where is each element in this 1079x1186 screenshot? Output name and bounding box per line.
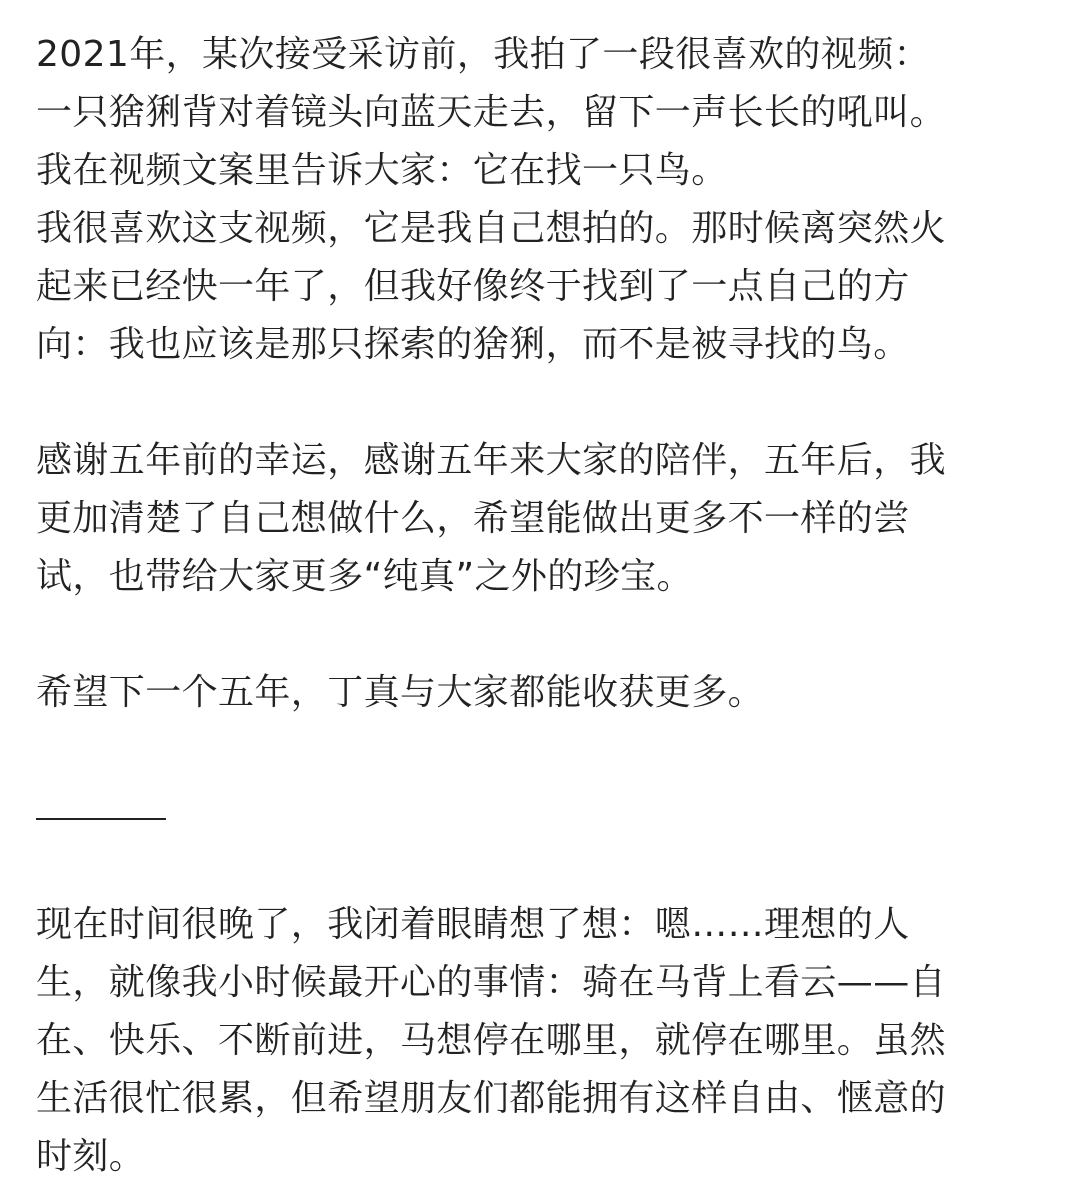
paragraph-gap	[36, 374, 1046, 432]
text-line: 希望下一个五年，丁真与大家都能收获更多。	[36, 672, 765, 713]
text-line: 更加清楚了自己想做什么，希望能做出更多不一样的尝	[36, 498, 910, 539]
paragraph-thanks	[36, 432, 1046, 606]
text-line: 试，也带给大家更多“纯真”之外的珍宝。	[36, 556, 693, 597]
text-line: 现在时间很晚了，我闭着眼睛想了想：嗯……理想的人	[36, 904, 910, 945]
paragraph-wish	[36, 664, 1046, 722]
text-line: 一只猞猁背对着镜头向蓝天走去，留下一声长长的吼叫。	[36, 92, 947, 133]
text-line: 起来已经快一年了，但我好像终于找到了一点自己的方	[36, 266, 910, 307]
text-line: 2021年，某次接受采访前，我拍了一段很喜欢的视频：	[36, 34, 931, 75]
text-line: 生活很忙很累，但希望朋友们都能拥有这样自由、惬意的	[36, 1078, 947, 1119]
paragraph-ideal-life	[36, 896, 1046, 1186]
paragraph-gap	[36, 606, 1046, 664]
paragraph-interview	[36, 26, 1046, 374]
paragraph-gap	[36, 838, 1046, 896]
text-line: 我在视频文案里告诉大家：它在找一只鸟。	[36, 150, 728, 191]
separator-rule	[36, 818, 166, 820]
text-line: 生，就像我小时候最开心的事情：骑在马背上看云——自	[36, 962, 947, 1003]
text-line: 在、快乐、不断前进，马想停在哪里，就停在哪里。虽然	[36, 1020, 947, 1061]
text-line: 我很喜欢这支视频，它是我自己想拍的。那时候离突然火	[36, 208, 947, 249]
text-line: 感谢五年前的幸运，感谢五年来大家的陪伴，五年后，我	[36, 440, 947, 481]
text-line: 时刻。	[36, 1136, 146, 1177]
text-line: 向：我也应该是那只探索的猞猁，而不是被寻找的鸟。	[36, 324, 910, 365]
paragraph-gap	[36, 722, 1046, 780]
document-body	[36, 26, 1046, 1186]
separator	[36, 780, 1046, 838]
